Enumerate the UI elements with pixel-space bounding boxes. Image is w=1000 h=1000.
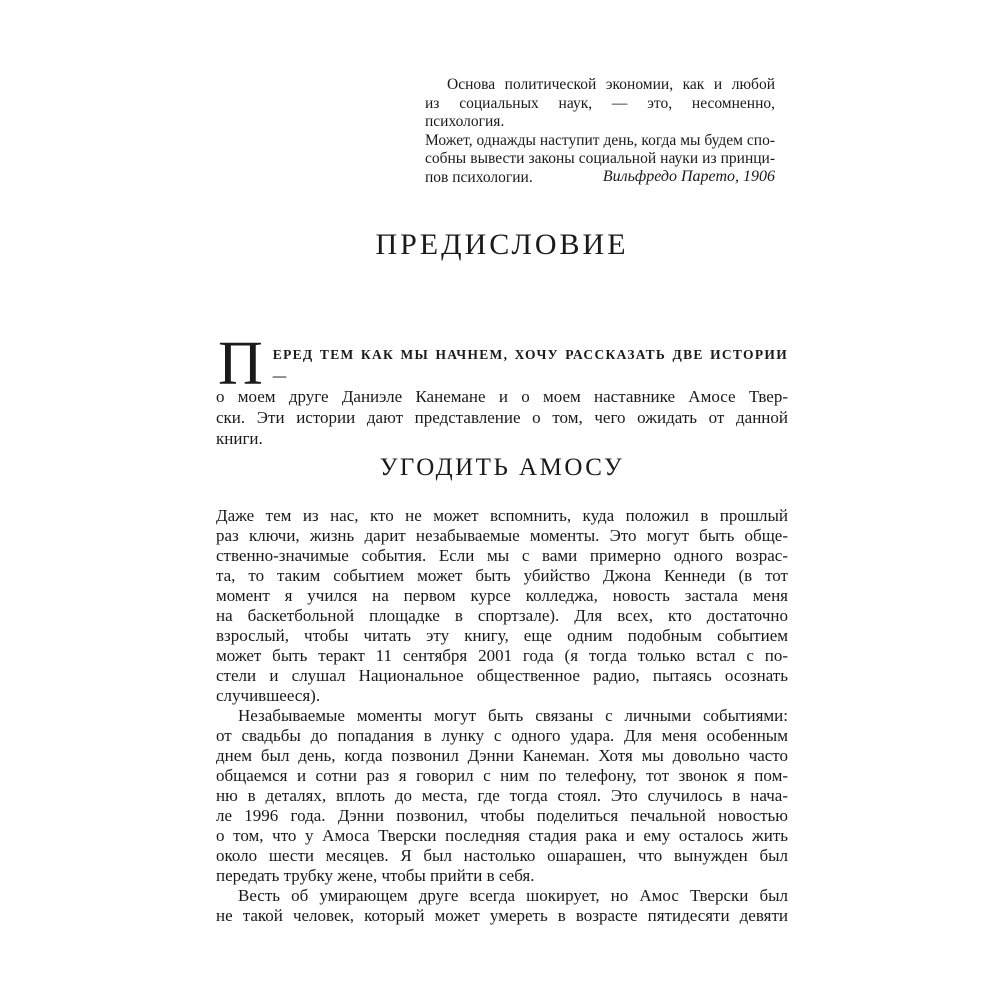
- body-paragraph-2: [216, 706, 788, 886]
- body-text: [216, 506, 788, 926]
- text-line: ски. Эти истории дают представление о том, чего ожидать от данной: [216, 408, 788, 427]
- lead-paragraph: [216, 330, 788, 449]
- text-line: стели и слушал Национальное общественное радио, пытаясь осознать: [216, 666, 788, 685]
- text-line: Может, однажды наступит день, когда мы будем спо-: [425, 131, 775, 149]
- text-line: пов психологии.: [425, 168, 533, 186]
- text-line: собны вывести законы социальной науки из принци-: [425, 150, 775, 167]
- text-line: днем был день, когда позвонил Дэнни Канеман. Хотя мы довольно часто: [216, 746, 788, 765]
- text-line: взрослый, чтобы читать эту книгу, еще одним подобным событием: [216, 626, 788, 645]
- text-line: на баскетбольной площадке в спортзале). Для всех, кто достаточно: [216, 606, 788, 625]
- text-line: о том, что у Амоса Тверски последняя стадия рака и ему осталось жить: [216, 826, 788, 845]
- text-line: момент я учился на первом курсе колледжа, новость застала меня: [216, 586, 788, 605]
- text-line: книги.: [216, 429, 263, 448]
- text-line: Незабываемые моменты могут быть связаны с личными событиями:: [238, 706, 788, 725]
- text-line: около шести месяцев. Я был настолько ошарашен, что вынужден был: [216, 846, 788, 865]
- lead-caps-line: ЕРЕД ТЕМ КАК МЫ НАЧНЕМ, ХОЧУ РАССКАЗАТЬ ДВЕ ИСТОРИИ —: [272, 347, 788, 383]
- text-line: общаемся и сотни раз я говорил с ним по телефону, тот звонок я пом-: [216, 766, 788, 785]
- text-line: от свадьбы до попадания в лунку с одного удара. Для меня особенным: [216, 726, 788, 745]
- text-line: ню в деталях, вплоть до места, где тогда стоял. Это случилось в нача-: [216, 786, 788, 805]
- text-line: Основа политической экономии, как и любой: [447, 76, 775, 93]
- text-line: Весть об умирающем друге всегда шокирует, но Амос Тверски был: [238, 886, 788, 905]
- section-heading: УГОДИТЬ АМОСУ: [379, 454, 625, 481]
- epigraph-attribution: Вильфредо Парето, 1906: [602, 168, 775, 185]
- text-line: ственно-значимые события. Если мы с вами примерно одного возрас-: [216, 546, 788, 565]
- text-line: случившееся).: [216, 686, 321, 705]
- text-line: о моем друге Даниэле Канемане и о моем наставнике Амосе Твер-: [216, 387, 788, 406]
- text-line: Даже тем из нас, кто не может вспомнить, куда положил в прошлый: [216, 506, 788, 525]
- text-line: раз ключи, жизнь дарит незабываемые моменты. Это могут быть обще-: [216, 526, 788, 545]
- chapter-title: ПРЕДИСЛОВИЕ: [375, 228, 629, 261]
- text-line: может быть теракт 11 сентября 2001 года (я тогда только встал с по-: [216, 646, 788, 665]
- body-paragraph-1: [216, 506, 788, 706]
- text-line: та, то таким событием может быть убийство Джона Кеннеди (в тот: [216, 566, 788, 585]
- text-line: ле 1996 года. Дэнни позвонил, чтобы поделиться печальной новостью: [216, 806, 788, 825]
- text-line: из социальных наук, — это, несомненно, психология.: [425, 94, 775, 130]
- body-paragraph-3: [216, 886, 788, 926]
- lead-lines: [216, 386, 788, 449]
- text-line: передать трубку жене, чтобы прийти в себя.: [216, 866, 535, 885]
- drop-cap: П: [218, 330, 263, 398]
- text-line: не такой человек, который может умереть в возрасте пятидесяти девяти: [216, 906, 788, 925]
